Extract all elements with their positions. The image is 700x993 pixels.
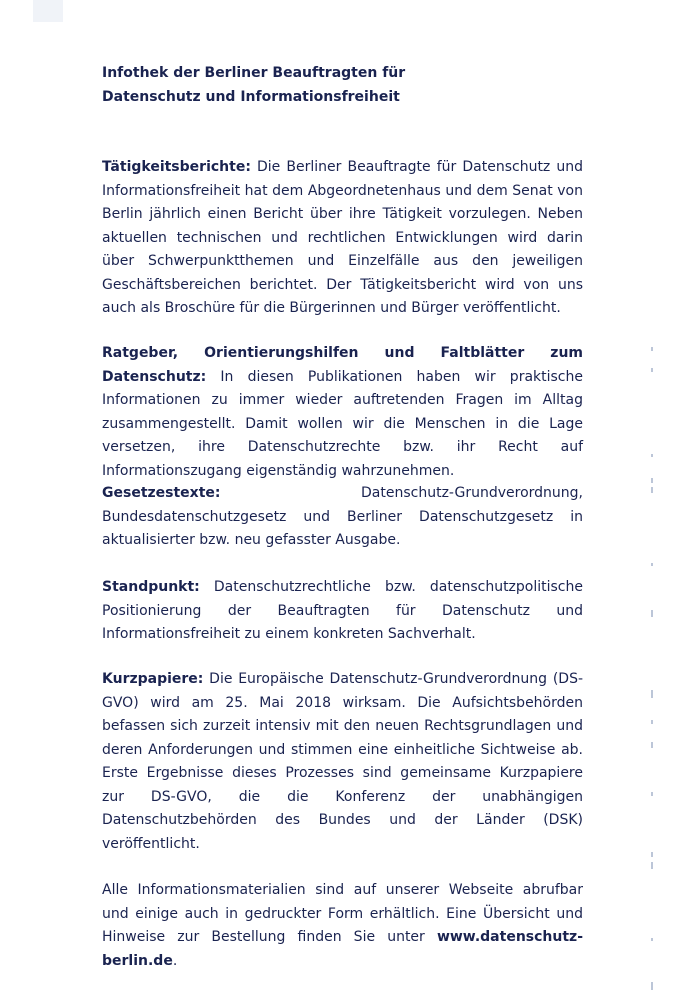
page-header (102, 62, 602, 109)
section-ratgeber (102, 342, 583, 483)
edge-mark (651, 454, 653, 457)
corner-tab-mark (33, 0, 63, 22)
section-body: In diesen Publikationen haben wir praktische Informationen zu immer wieder auftretenden Fragen im Alltag zusammengestellt. Damit wollen wir die Menschen in die Lage versetzen, ihre Datenschutzrechte bzw. ihr Recht auf Informationszugang eigenständig wahrzunehmen. (102, 368, 583, 479)
footer-note (102, 879, 583, 973)
edge-mark (651, 563, 653, 566)
section-heading: Tätigkeitsberichte: (102, 159, 251, 175)
section-body: Datenschutz-Grundverordnung, Bundesdatenschutzgesetz und Berliner Datenschutzgesetz in aktualisierter bzw. neu gefasster Ausgabe. (102, 485, 583, 548)
section-body: Die Berliner Beauftragte für Datenschutz und Informationsfreiheit hat dem Abgeordnetenhaus und dem Senat von Berlin jährlich einen Bericht über ihre Tätigkeit vorzulegen. Neben aktuellen technischen und rechtlichen Entwicklungen wird darin über Schwerpunktthemen und Einzelfälle aus den jeweiligen Geschäftsbereichen berichtet. Der Tätigkeitsbericht wird von uns auch als Broschüre für die Bürgerinnen und Bürger veröffentlicht. (102, 159, 584, 316)
edge-mark (651, 792, 653, 796)
section-heading: Ratgeber, Orientierungshilfen und Faltblätter zum Datenschutz: (102, 345, 583, 385)
edge-mark (651, 720, 653, 724)
footer-end: . (172, 952, 178, 969)
section-heading: Kurzpapiere: (102, 671, 204, 687)
section-kurzpapiere (102, 668, 583, 856)
edge-mark (651, 862, 653, 869)
footer-text: Alle Informationsmaterialien sind auf unserer Webseite abrufbar und einige auch in gedruckter Form erhältlich. Eine Übersicht und Hinweise zur Bestellung finden Sie unter (102, 882, 583, 945)
section-standpunkt (102, 576, 583, 647)
edge-mark (651, 938, 653, 941)
section-heading: Gesetzestexte: (102, 485, 221, 501)
section-heading: Standpunkt: (102, 579, 200, 595)
header-line-2: Datenschutz und Informationsfreiheit (102, 88, 400, 105)
section-body: Die Europäische Datenschutz-Grundverordnung (DS-GVO) wird am 25. Mai 2018 wirksam. Die Aufsichtsbehörden befassen sich zurzeit intensiv mit den neuen Rechtsgrundlagen und deren Anforderungen und stimmen eine einheitliche Sichtweise ab. Erste Ergebnisse dieses Prozesses sind gemeinsame Kurzpapiere zur DS-GVO, die die Konferenz der unabhängigen Datenschutzbehörden des Bundes und der Länder (DSK) veröffentlicht. (102, 671, 584, 852)
header-line-1: Infothek der Berliner Beauftragten für (102, 65, 406, 81)
edge-mark (651, 690, 653, 698)
section-body: Datenschutzrechtliche bzw. datenschutzpolitische Positionierung der Beauftragten für Datenschutz und Informationsfreiheit zu einem konkreten Sachverhalt. (102, 579, 583, 642)
edge-mark (651, 982, 653, 990)
edge-mark (651, 610, 653, 617)
edge-mark (651, 852, 653, 857)
edge-mark (651, 347, 653, 351)
edge-mark (651, 368, 653, 372)
website-link[interactable]: www.datenschutz-berlin.de (102, 929, 584, 969)
section-gesetzestexte (102, 482, 583, 553)
edge-mark (651, 478, 653, 483)
section-taetigkeitsberichte (102, 156, 583, 321)
edge-mark (651, 742, 653, 748)
edge-mark (651, 487, 653, 493)
